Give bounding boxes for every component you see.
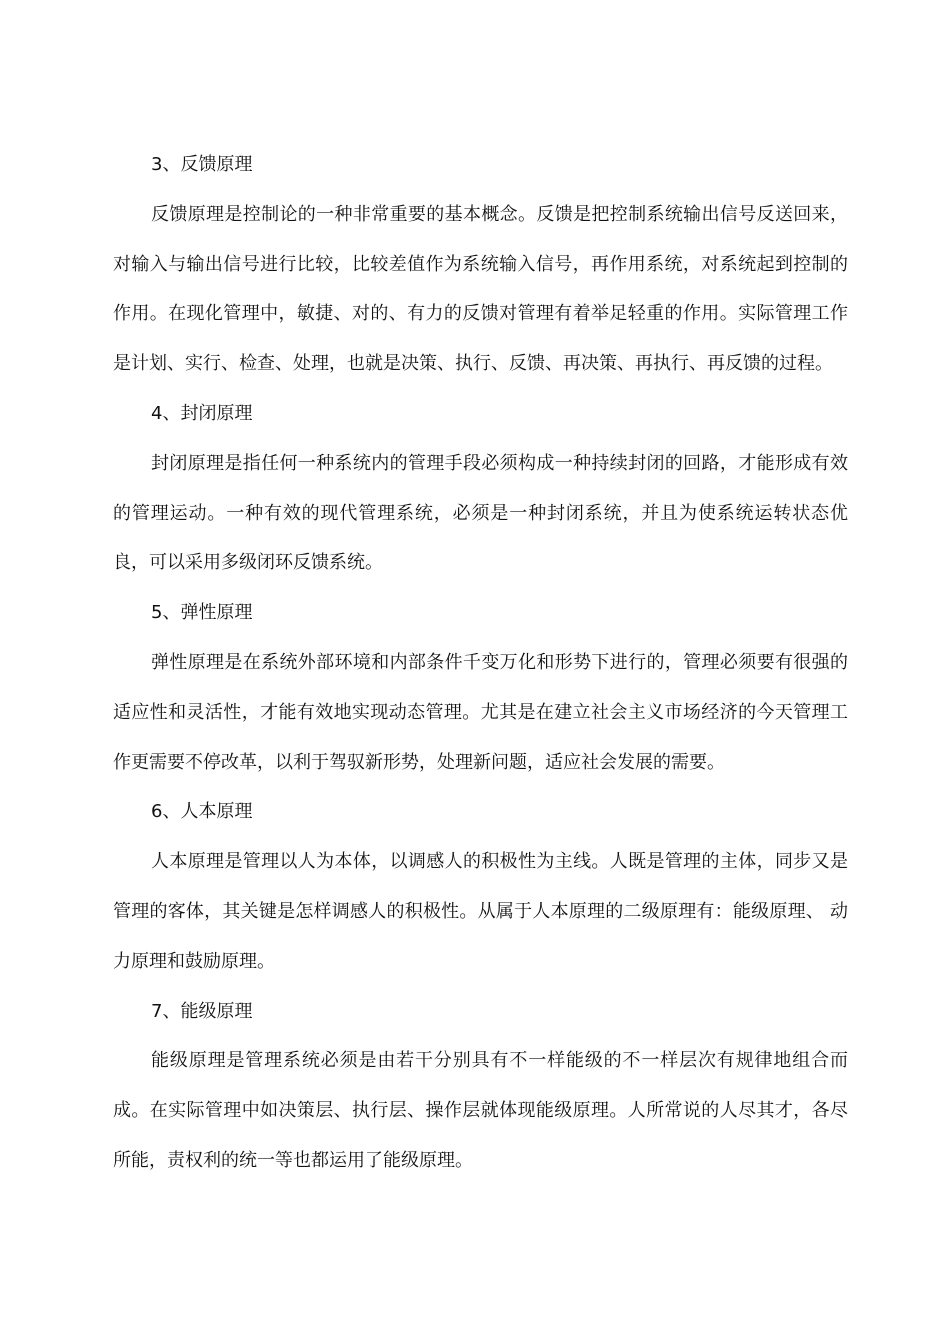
section-heading-elasticity: 5、弹性原理	[151, 602, 253, 624]
section-paragraph-energy-level: 能级原理是管理系统必须是由若干分别具有不一样能级的不一样层次有规律地组合而成。在实际管理中如决策层、执行层、操作层就体现能级原理。人所常说的人尽其才，各尽所能，责权利的统一等也都运用了能级原理。	[113, 1050, 848, 1171]
section-heading-human-centered: 6、人本原理	[151, 801, 253, 823]
document-body	[113, 140, 848, 1186]
section-paragraph-elasticity: 弹性原理是在系统外部环境和内部条件千变万化和形势下进行的，管理必须要有很强的适应性和灵活性，才能有效地实现动态管理。尤其是在建立社会主义市场经济的今天管理工作更需要不停改革，以利于驾驭新形势，处理新问题，适应社会发展的需要。	[113, 651, 848, 773]
section-heading-closure: 4、封闭原理	[151, 402, 253, 424]
section-paragraph-human-centered: 人本原理是管理以人为本体，以调感人的积极性为主线。人既是管理的主体，同步又是管理的客体，其关键是怎样调感人的积极性。从属于人本原理的二级原理有：能级原理、 动力原理和鼓励原理。	[113, 851, 848, 972]
section-heading-energy-level: 7、能级原理	[151, 1000, 253, 1022]
section-heading-feedback: 3、反馈原理	[151, 154, 253, 175]
section-paragraph-closure: 封闭原理是指任何一种系统内的管理手段必须构成一种持续封闭的回路，才能形成有效的管理运动。一种有效的现代管理系统，必须是一种封闭系统，并且为使系统运转状态优良，可以采用多级闭环反馈系统。	[113, 452, 848, 574]
section-paragraph-feedback: 反馈原理是控制论的一种非常重要的基本概念。反馈是把控制系统输出信号反送回来，对输入与输出信号进行比较，比较差值作为系统输入信号，再作用系统，对系统起到控制的作用。在现化管理中，敏捷、对的、有力的反馈对管理有着举足轻重的作用。实际管理工作是计划、实行、检查、处理，也就是决策、执行、反馈、再决策、再执行、再反馈的过程。	[113, 203, 848, 375]
